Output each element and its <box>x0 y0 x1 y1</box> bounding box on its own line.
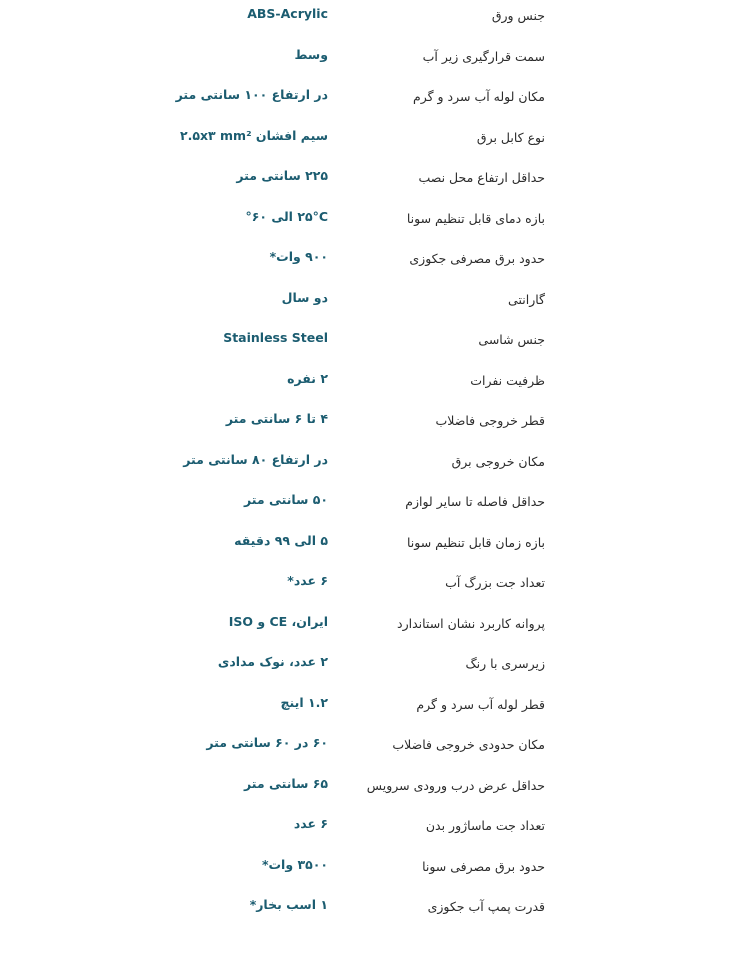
spec-value: ۲۲۵ سانتی متر <box>236 168 328 183</box>
spec-value: ۵ الی ۹۹ دقیقه <box>234 532 328 548</box>
spec-value: وسط <box>294 46 328 62</box>
spec-row <box>0 486 750 527</box>
spec-row <box>0 648 750 689</box>
spec-label: جنس ورق <box>491 8 545 23</box>
spec-row <box>0 567 750 608</box>
spec-label: قدرت پمپ آب جکوزی <box>427 899 545 914</box>
spec-label: قطر لوله آب سرد و گرم <box>416 696 545 712</box>
spec-value: ۲۵°C الی ۶۰° <box>245 208 328 224</box>
spec-label: پروانه کاربرد نشان استاندارد <box>397 615 545 631</box>
spec-label: حداقل عرض درب ورودی سرویس <box>366 777 545 793</box>
spec-value: دو سال <box>281 289 328 305</box>
spec-value: Stainless Steel <box>223 330 328 345</box>
spec-row <box>0 203 750 244</box>
spec-label: حداقل فاصله تا سایر لوازم <box>405 494 545 509</box>
spec-row <box>0 810 750 851</box>
spec-value: در ارتفاع ۱۰۰ سانتی متر <box>175 87 328 102</box>
spec-label: بازه دمای قابل تنظیم سونا <box>406 210 545 226</box>
spec-value: ۵۰ سانتی متر <box>243 492 328 507</box>
spec-value: ۳۵۰۰ وات* <box>261 856 328 872</box>
spec-label: حدود برق مصرفی جکوزی <box>409 251 545 266</box>
spec-label: تعداد جت ماساژور بدن <box>425 818 545 833</box>
spec-row <box>0 41 750 82</box>
spec-row <box>0 891 750 932</box>
spec-label: جنس شاسی <box>478 332 545 347</box>
spec-label: مکان حدودی خروجی فاضلاب <box>392 737 545 752</box>
spec-row <box>0 527 750 568</box>
spec-value: ۹۰۰ وات* <box>269 249 328 264</box>
spec-value: ۱.۲ اینچ <box>280 694 328 710</box>
spec-label: نوع کابل برق <box>476 129 545 145</box>
spec-label: تعداد جت بزرگ آب <box>445 575 545 590</box>
spec-label: قطر خروجی فاضلاب <box>435 413 545 428</box>
spec-value: ۴ تا ۶ سانتی متر <box>225 411 328 426</box>
spec-label: حداقل ارتفاع محل نصب <box>418 170 545 185</box>
spec-value: ۶۵ سانتی متر <box>243 775 328 791</box>
spec-row <box>0 365 750 406</box>
spec-row <box>0 81 750 122</box>
spec-row <box>0 0 750 41</box>
spec-value: ABS-Acrylic <box>247 6 328 21</box>
spec-row <box>0 851 750 892</box>
spec-row <box>0 770 750 811</box>
spec-label: زیرسری با رنگ <box>465 656 545 671</box>
spec-label: مکان خروجی برق <box>451 453 545 469</box>
spec-value: ۶ عدد* <box>287 573 328 588</box>
spec-value: ۱ اسب بخار* <box>249 897 328 912</box>
spec-label: سمت قرارگیری زیر آب <box>422 48 545 64</box>
spec-value: در ارتفاع ۸۰ سانتی متر <box>183 451 328 467</box>
spec-value: ۶ عدد <box>293 816 328 831</box>
spec-value: ۲ عدد، نوک مدادی <box>217 654 328 669</box>
spec-label: بازه زمان قابل تنظیم سونا <box>406 534 545 550</box>
spec-row <box>0 729 750 770</box>
spec-label: حدود برق مصرفی سونا <box>422 858 545 874</box>
spec-row <box>0 405 750 446</box>
spec-label: ظرفیت نفرات <box>470 372 545 388</box>
spec-row <box>0 608 750 649</box>
spec-value: سیم افشان ۲.۵x۳ mm² <box>179 127 328 143</box>
spec-row <box>0 122 750 163</box>
spec-row <box>0 446 750 487</box>
spec-row <box>0 324 750 365</box>
spec-label: مکان لوله آب سرد و گرم <box>412 89 545 104</box>
spec-row <box>0 243 750 284</box>
spec-value: ایران، CE و ISO <box>228 613 328 629</box>
spec-row <box>0 162 750 203</box>
spec-row <box>0 284 750 325</box>
spec-label: گارانتی <box>508 291 545 307</box>
spec-row <box>0 689 750 730</box>
spec-value: ۲ نفره <box>287 370 328 386</box>
spec-value: ۶۰ در ۶۰ سانتی متر <box>206 735 328 750</box>
